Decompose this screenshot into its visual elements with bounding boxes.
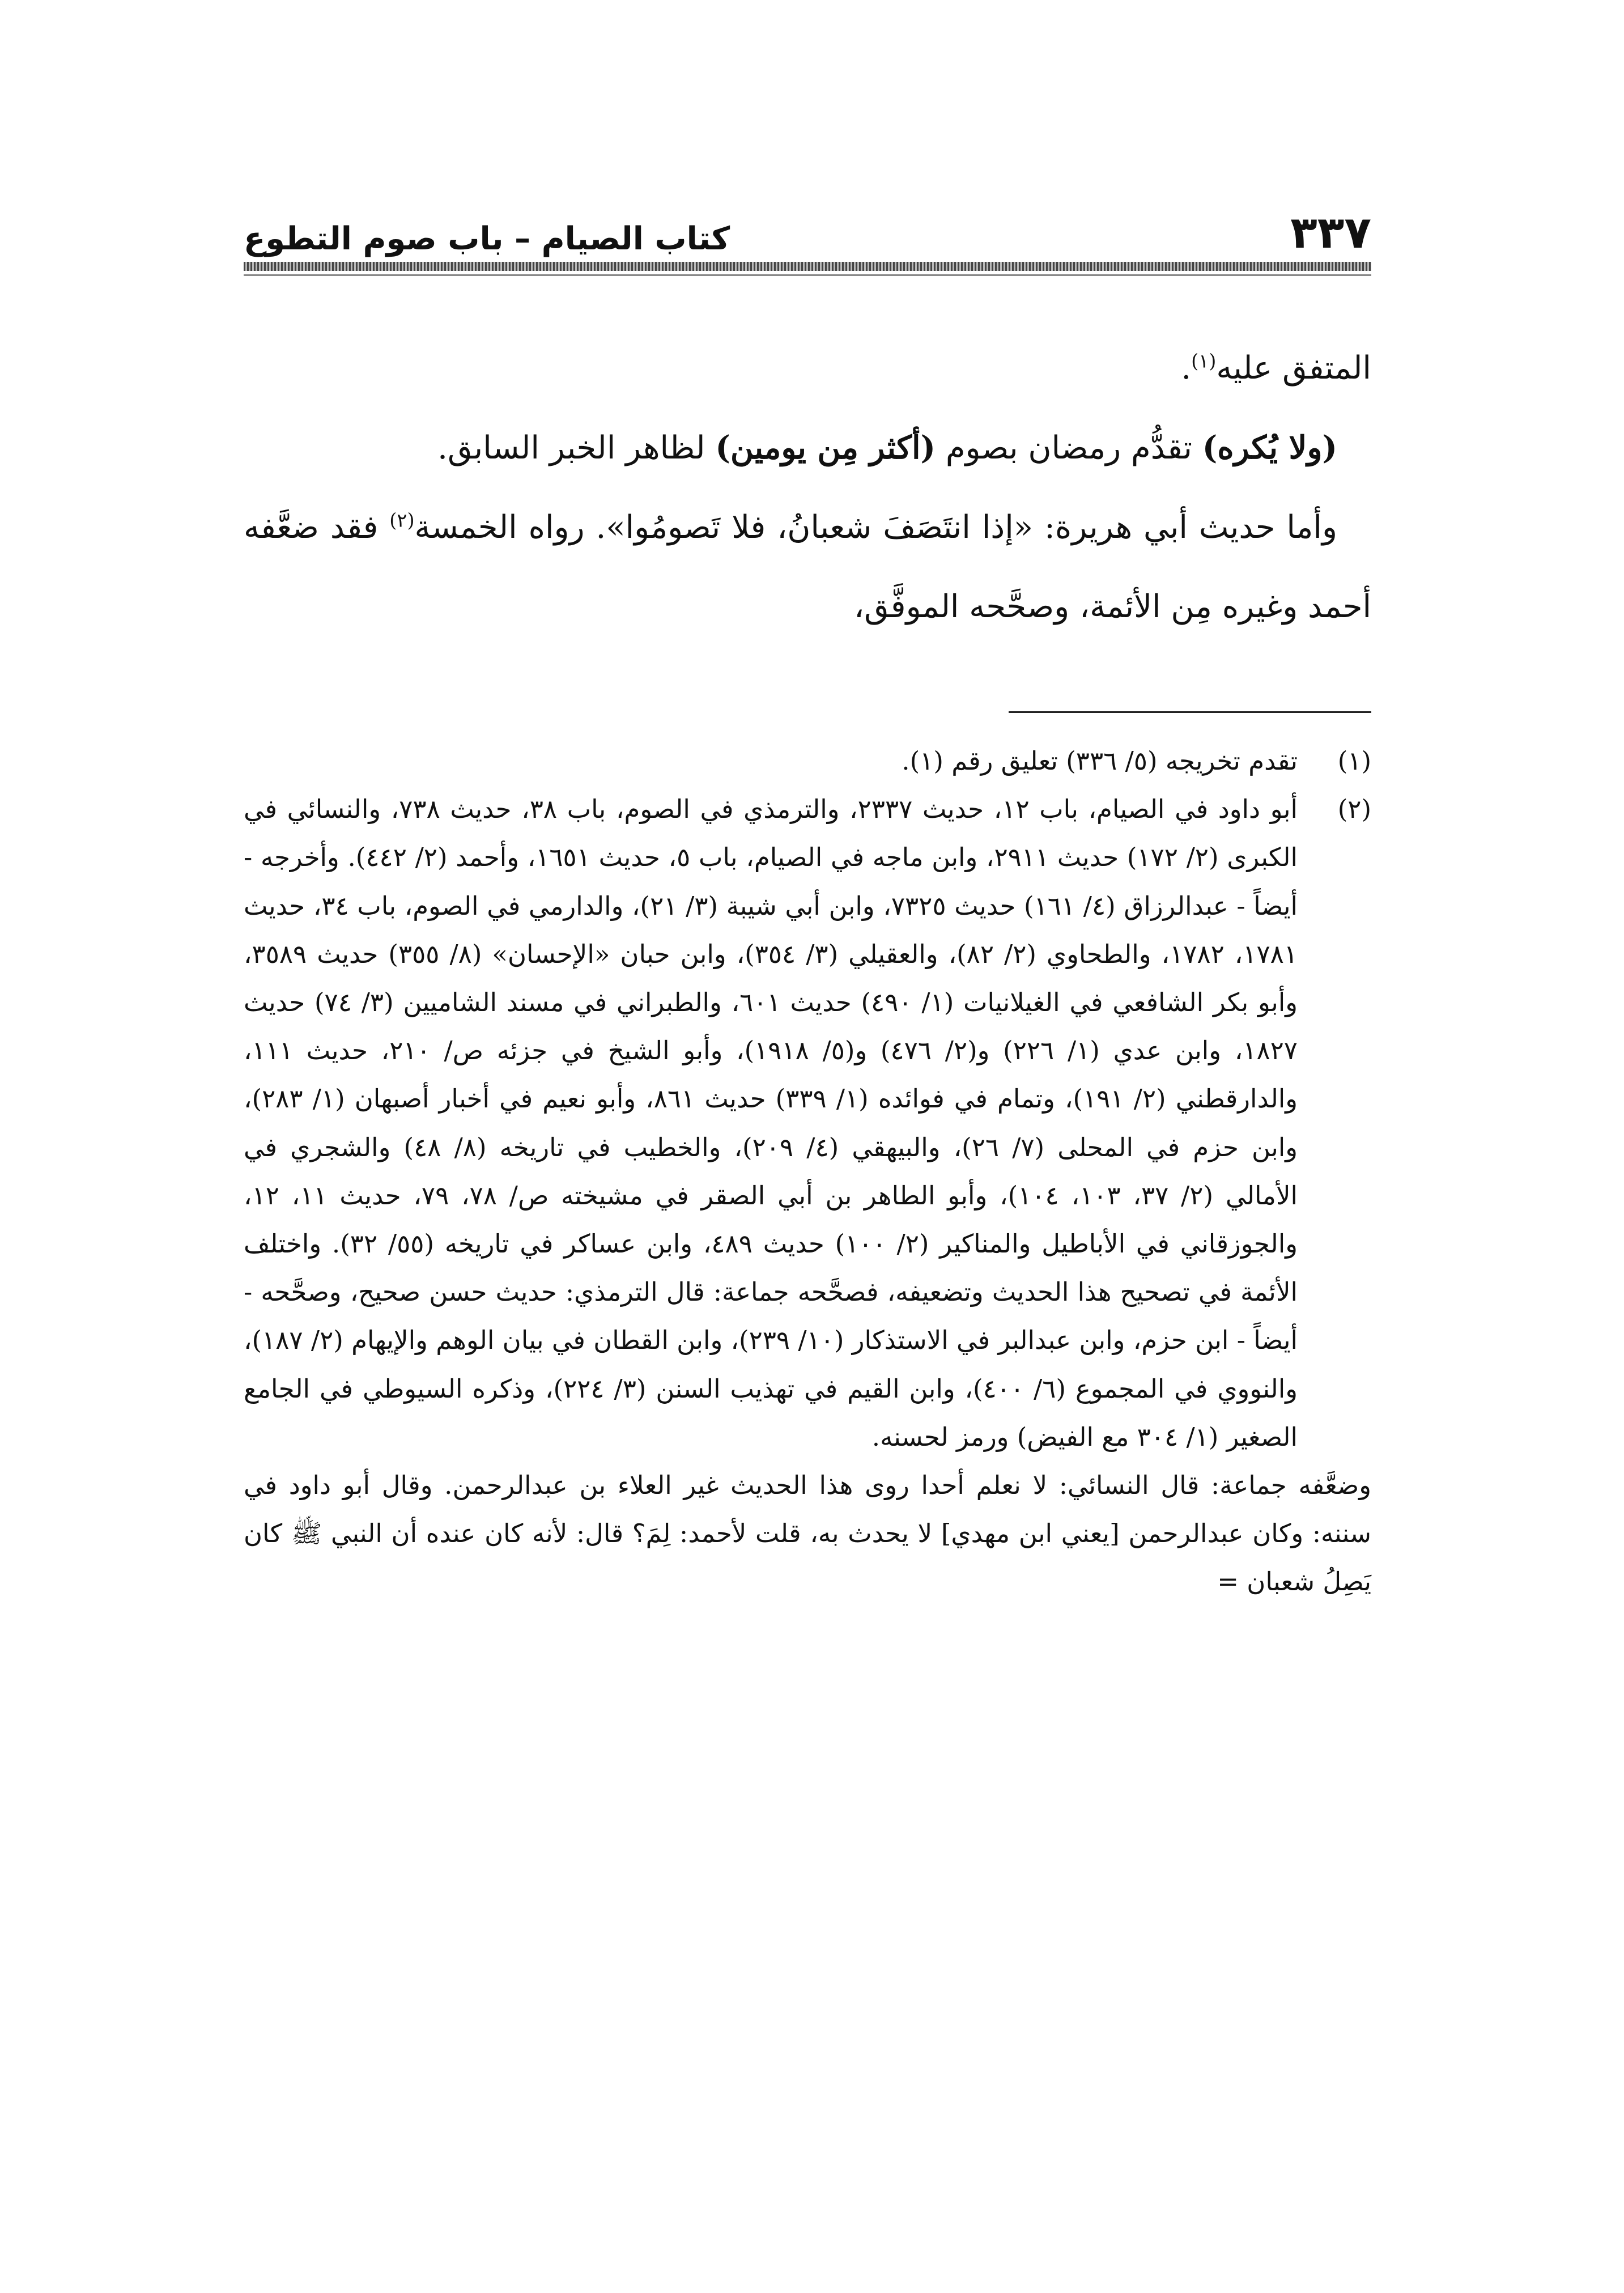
main-text: [244, 329, 1371, 647]
footnote-separator: [1009, 711, 1371, 713]
commentary-text-2: لظاهر الخبر السابق.: [437, 430, 716, 466]
commentary-text-1: تقدُّم رمضان بصوم: [936, 430, 1202, 466]
footnote-mark-1: (١): [1191, 350, 1217, 372]
header-rule: [244, 262, 1371, 271]
page-number: ٣٣٧: [1290, 207, 1371, 258]
page-header: [244, 193, 1371, 258]
footnote-1: [244, 737, 1371, 785]
header-rule-thin: [244, 274, 1371, 276]
footnote-2-number: (٢): [1337, 794, 1371, 825]
footnotes: [244, 737, 1371, 1606]
footnote-2-text: أبو داود في الصيام، باب ١٢، حديث ٢٣٣٧، والترمذي في الصوم، باب ٣٨، حديث ٧٣٨، والنسائي في الكبرى (٢/ ١٧٢) حديث ٢٩١١، وابن ماجه في الصيام، باب ٥، حديث ١٦٥١، وأحمد (٢/ ٤٤٢). وأخرجه - أيضاً - عبدالرزاق (٤/ ١٦١) حديث ٧٣٢٥، وابن أبي شيبة (٣/ ٢١)، والدارمي في الصوم، باب ٣٤، حديث ١٧٨١، ١٧٨٢، والطحاوي (٢/ ٨٢)، والعقيلي (٣/ ٣٥٤)، وابن حبان «الإحسان» (٨/ ٣٥٥) حديث ٣٥٨٩، وأبو بكر الشافعي في الغيلانيات (١/ ٤٩٠) حديث ٦٠١، والطبراني في مسند الشاميين (٣/ ٧٤) حديث ١٨٢٧، وابن عدي (١/ ٢٢٦) و(٢/ ٤٧٦) و(٥/ ١٩١٨)، وأبو الشيخ في جزئه ص/ ٢١٠، حديث ١١١، والدارقطني (٢/ ١٩١)، وتمام في فوائده (١/ ٣٣٩) حديث ٨٦١، وأبو نعيم في أخبار أصبهان (١/ ٢٨٣)، وابن حزم في المحلى (٧/ ٢٦)، والبيهقي (٤/ ٢٠٩)، والخطيب في تاريخه (٨/ ٤٨) والشجري في الأمالي (٢/ ٣٧، ١٠٣، ١٠٤)، وأبو الطاهر بن أبي الصقر في مشيخته ص/ ٧٨، ٧٩، حديث ١١، ١٢، والجوزقاني في الأباطيل والمناكير (٢/ ١٠٠) حديث ٤٨٩، وابن عساكر في تاريخه (٥٥/ ٣٢). واختلف الأئمة في تصحيح هذا الحديث وتضعيفه، فصحَّحه جماعة: قال الترمذي: حديث حسن صحيح، وصحَّحه - أيضاً - ابن حزم، وابن عبدالبر في الاستذكار (١٠/ ٢٣٩)، وابن القطان في بيان الوهم والإيهام (٢/ ١٨٧)، والنووي في المجموع (٦/ ٤٠٠)، وابن القيم في تهذيب السنن (٣/ ٢٢٤)، وذكره السيوطي في الجامع الصغير (١/ ٣٠٤ مع الفيض) ورمز لحسنه.: [244, 794, 1298, 1452]
paragraph-3-text-b: فقد ضعَّفه أحمد وغيره مِن الأئمة، وصحَّحه الموفَّق،: [244, 509, 1371, 625]
main-line-1-text: المتفق عليه: [1216, 350, 1371, 387]
main-line-1: [244, 329, 1371, 408]
main-line-1-end: .: [1181, 350, 1192, 387]
main-paragraph-2: [244, 408, 1371, 488]
footnote-mark-2: (٢): [389, 509, 415, 532]
main-paragraph-3: [244, 488, 1371, 647]
matn-phrase-1: (ولا يُكره): [1202, 429, 1337, 466]
running-title: كتاب الصيام – باب صوم التطوع: [244, 220, 730, 257]
footnote-2-continuation: وضعَّفه جماعة: قال النسائي: لا نعلم أحدا روى هذا الحديث غير العلاء بن عبدالرحمن. وقال أبو داود في سننه: وكان عبدالرحمن [يعني ابن مهدي] لا يحدث به، قلت لأحمد: لِمَ؟ قال: لأنه كان عنده أن النبي ﷺ كان يَصِلُ شعبان =: [244, 1470, 1372, 1597]
matn-phrase-2: (أكثر مِن يومين): [715, 429, 936, 466]
footnote-1-text: تقدم تخريجه (٥/ ٣٣٦) تعليق رقم (١).: [902, 746, 1298, 776]
footnote-1-number: (١): [1337, 746, 1371, 776]
footnote-2: [244, 785, 1371, 1461]
paragraph-3-text-a: وأما حديث أبي هريرة: «إذا انتَصَفَ شعبانُ، فلا تَصومُوا». رواه الخمسة: [414, 509, 1337, 546]
